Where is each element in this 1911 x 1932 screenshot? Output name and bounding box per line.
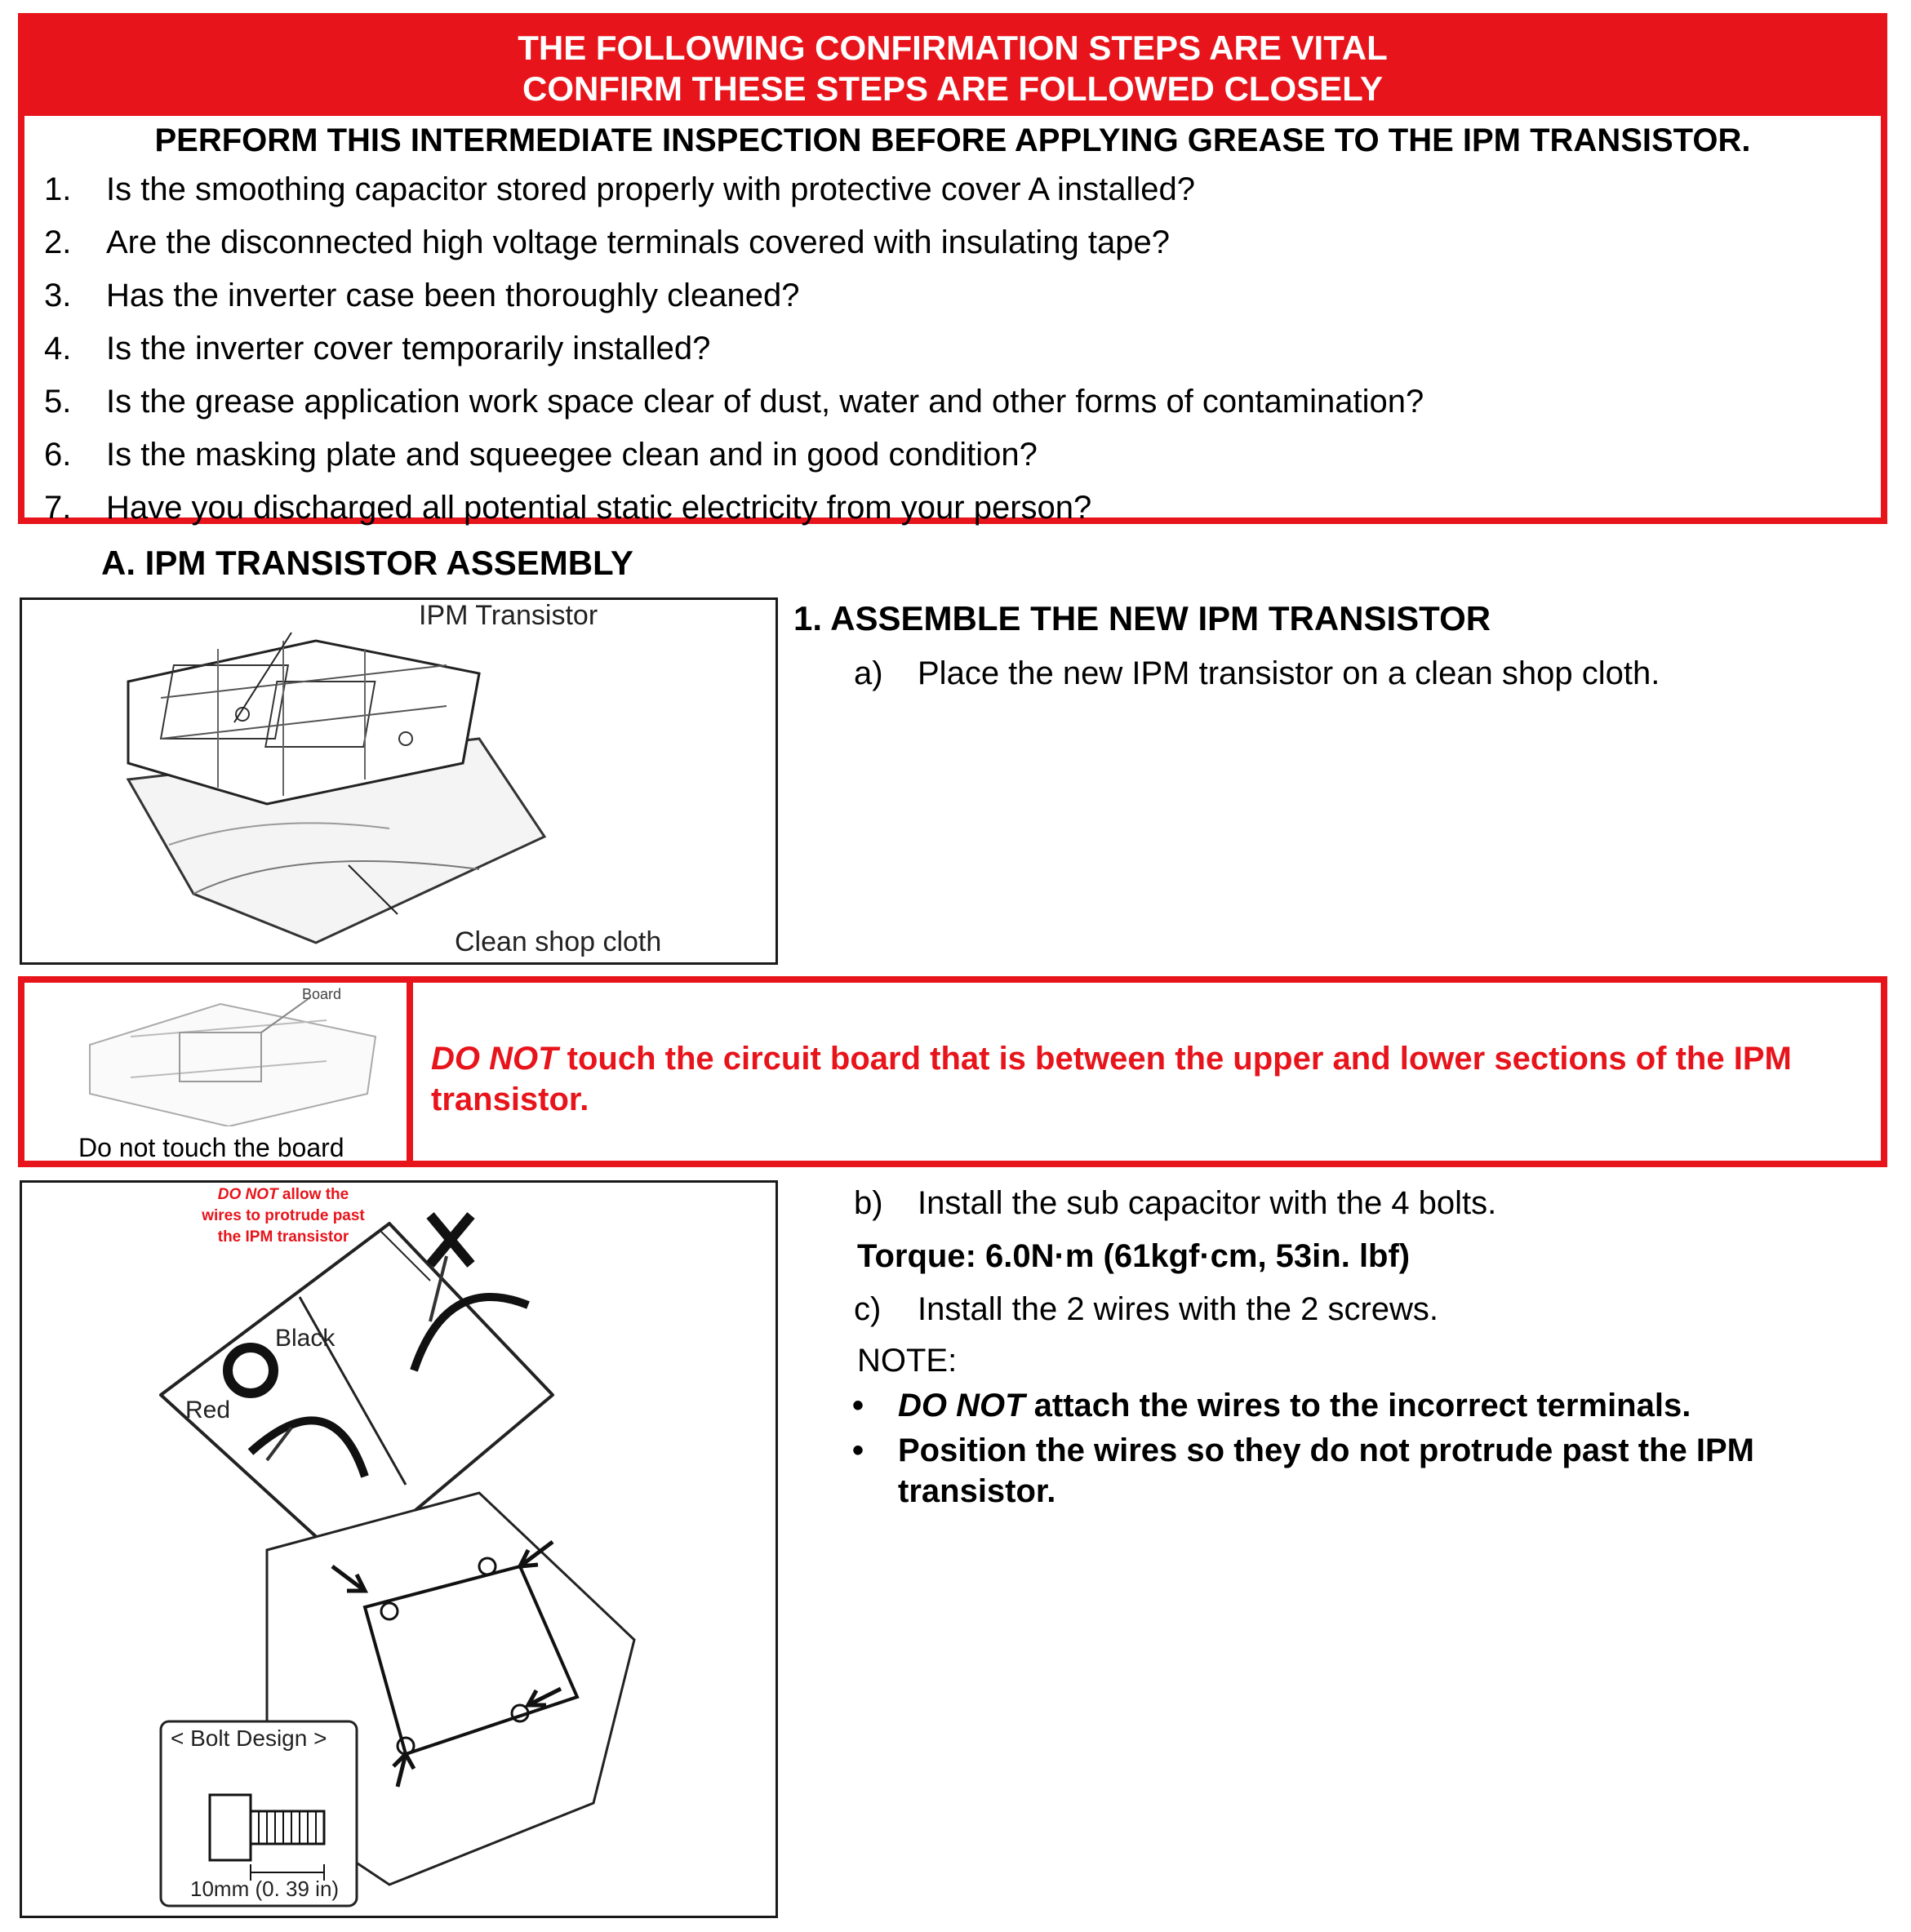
board-illustration [57,988,384,1126]
checklist-item [44,384,1424,420]
checklist-number: 5. [44,384,72,420]
note2-line2: transistor. [898,1473,1056,1509]
checklist-text: Is the smoothing capacitor stored properly with protective cover A installed? [106,171,1196,207]
checklist-text: Are the disconnected high voltage terminals covered with insulating tape? [106,224,1171,260]
caution-divider [407,983,413,1161]
caution-box [18,976,1887,1167]
bolt-dimension: 10mm (0. 39 in) [190,1876,340,1901]
sub-capacitor-figure [20,1180,778,1918]
warning-header-line2: CONFIRM THESE STEPS ARE FOLLOWED CLOSELY [522,69,1383,108]
caution-figure-caption: Do not touch the board [78,1133,344,1162]
warning-header-line1: THE FOLLOWING CONFIRMATION STEPS ARE VITAL [518,29,1388,67]
label-clean-shop-cloth: Clean shop cloth [455,926,662,957]
checklist-number: 6. [44,437,72,473]
checklist-item [44,331,710,367]
ipm-on-cloth-figure [20,597,778,965]
ipm-on-cloth-illustration [22,600,776,962]
note-bullet-2: • Position the wires so they do not protrude past the IPM transistor. [852,1430,1754,1512]
sub-capacitor-illustration [22,1183,776,1916]
note-bullet-1: • DO NOT attach the wires to the incorrect terminals. [852,1388,1691,1423]
note-title: NOTE: [857,1343,958,1379]
bolt-design-title: < Bolt Design > [171,1725,327,1751]
step-b-label: b) [854,1185,883,1221]
confirmation-warning-box [18,13,1887,524]
checklist-text: Is the grease application work space clear of dust, water and other forms of contamination? [106,384,1424,420]
warning-header [24,20,1881,116]
checklist-number: 2. [44,224,72,260]
step-b-text: Install the sub capacitor with the 4 bolts. [918,1185,1497,1221]
wire-warning-line3: the IPM transistor [217,1228,349,1246]
caution-text [431,1038,1868,1120]
checklist-number: 4. [44,331,72,366]
checklist-item [44,171,1195,208]
checklist-number: 1. [44,171,72,207]
label-board: Board [302,986,342,1002]
checklist-text: Is the masking plate and squeegee clean and in good condition? [106,437,1038,473]
wire-warning-line2: wires to protrude past [202,1207,365,1224]
step-a-text: Place the new IPM transistor on a clean shop cloth. [918,655,1660,691]
label-black-wire: Black [275,1325,336,1352]
wire-protrude-warning [161,1184,406,1248]
label-ipm-transistor: IPM Transistor [419,600,598,631]
step1-title: 1. ASSEMBLE THE NEW IPM TRANSISTOR [793,599,1491,637]
checklist-item [44,278,799,314]
caution-emphasis: DO NOT [431,1041,558,1077]
wire-warning-emphasis: DO NOT [217,1186,278,1203]
caution-body: touch the circuit board that is between the upper and lower sections of the IPM transistor. [431,1041,1792,1117]
checklist-item [44,437,1038,473]
checklist-item [44,490,1091,526]
checklist-text: Have you discharged all potential static electricity from your person? [106,490,1092,526]
checklist-number: 3. [44,278,72,313]
checklist-text: Is the inverter cover temporarily installed? [106,331,711,366]
inspection-heading: PERFORM THIS INTERMEDIATE INSPECTION BEFORE APPLYING GREASE TO THE IPM TRANSISTOR. [154,122,1751,158]
checklist-number: 7. [44,490,72,526]
note2-line1: Position the wires so they do not protrude past the IPM [898,1432,1754,1468]
label-red-wire: Red [185,1397,231,1423]
torque-spec: Torque: 6.0N·m (61kgf·cm, 53in. lbf) [857,1238,1411,1274]
note1-emphasis: DO NOT [898,1388,1025,1423]
section-title: A. IPM TRANSISTOR ASSEMBLY [101,544,633,582]
step-c-label: c) [854,1291,882,1327]
step-c-text: Install the 2 wires with the 2 screws. [918,1291,1439,1327]
note1-text: attach the wires to the incorrect terminals. [1024,1388,1691,1423]
checklist-item [44,224,1170,261]
checklist-text: Has the inverter case been thoroughly cleaned? [106,278,800,313]
wire-warning-rest: allow the [278,1186,349,1203]
step-a-label: a) [854,655,883,691]
